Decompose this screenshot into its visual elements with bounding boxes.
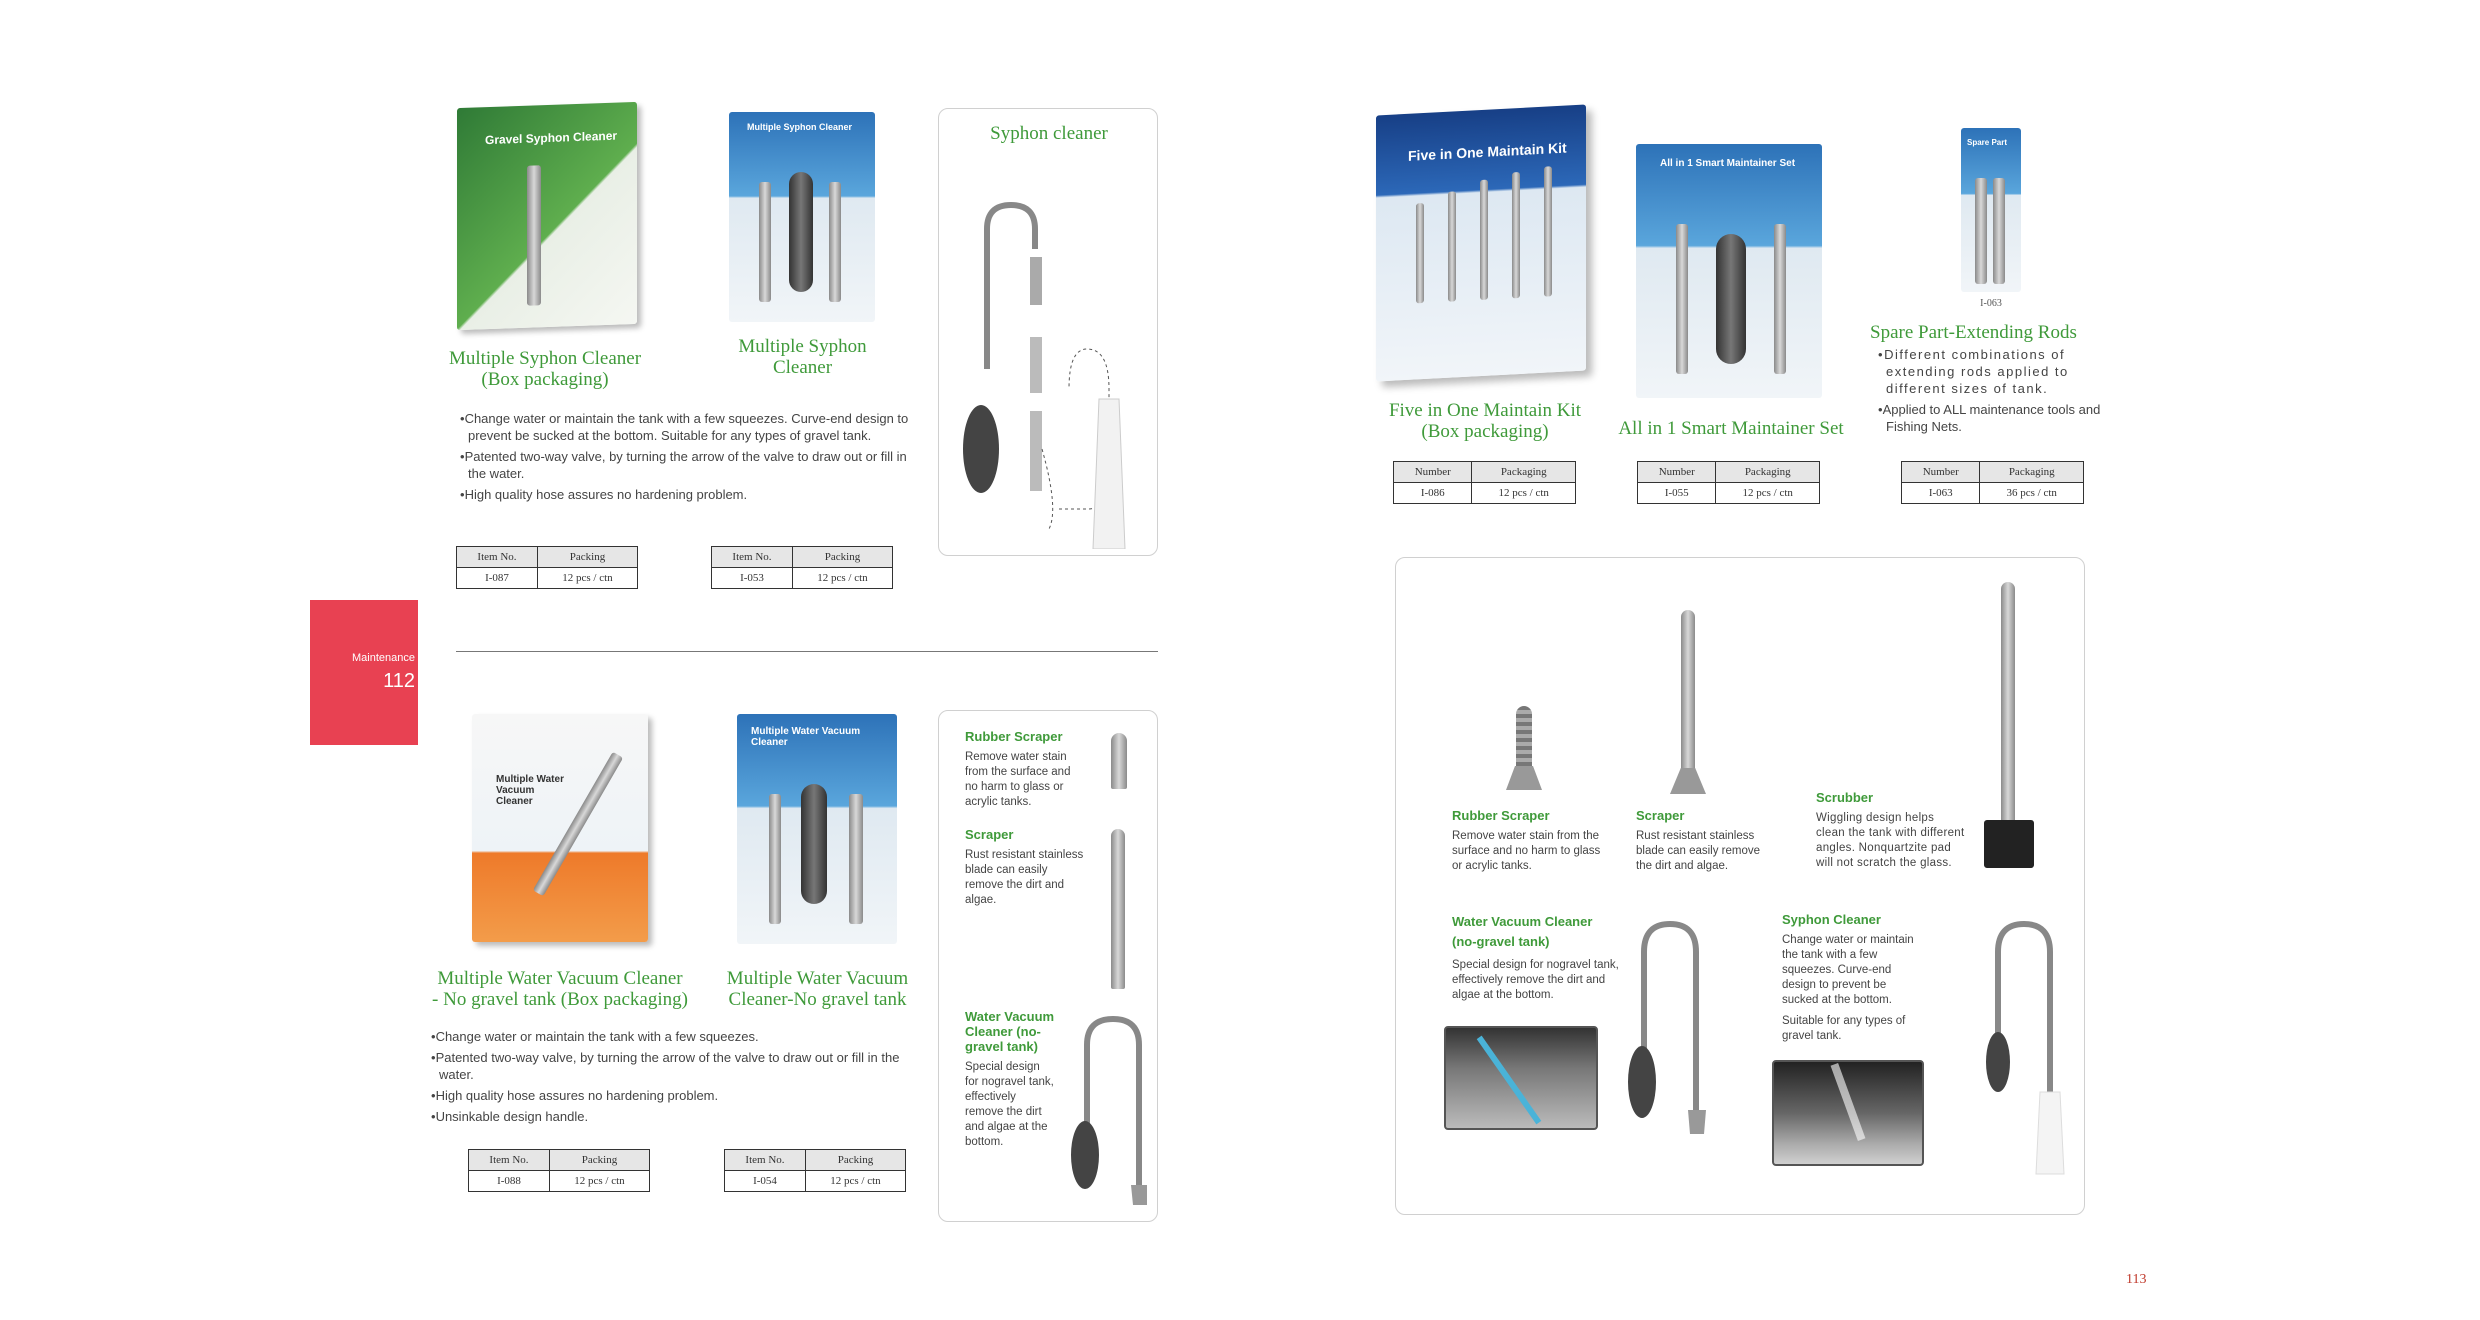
- scrubber-handle: [2001, 582, 2015, 822]
- maintenance-tools-showcase: [1395, 557, 2085, 1215]
- table-header: Packing: [537, 547, 637, 568]
- table-header: Item No.: [469, 1150, 550, 1171]
- feature-item: • Patented two-way valve, by turning the arrow of the valve to draw out or fill in the water.: [429, 1049, 904, 1083]
- syphon-bulb: [963, 405, 999, 493]
- syphon-tube: [1030, 337, 1042, 393]
- water-vacuum-box-image: [472, 714, 648, 942]
- side-tab-page-number: 112: [383, 670, 415, 692]
- set-tube-shape: [1774, 224, 1786, 374]
- spec-table-i055: [1637, 461, 1820, 504]
- table-header: Packaging: [1472, 462, 1576, 483]
- showcase-water-vacuum: [1452, 912, 1622, 1003]
- showcase-scraper: [1636, 808, 1776, 874]
- tool-name: Water Vacuum Cleaner (no-gravel tank): [965, 1009, 1055, 1054]
- feature-item: • Applied to ALL maintenance tools and Fishing Nets.: [1876, 401, 2102, 435]
- table-cell: I-063: [1902, 483, 1980, 504]
- table-cell: I-054: [725, 1171, 806, 1192]
- syphon-tube-shape: [759, 182, 771, 302]
- tool-name: Rubber Scraper: [1452, 808, 1550, 823]
- tool-desc: Change water or maintain the tank with a few squeezes. Curve-end design to prevent be sucked at the bottom.: [1782, 934, 1914, 1006]
- five-in-one-kit-image: [1376, 104, 1586, 381]
- tool-name: Rubber Scraper: [965, 729, 1063, 744]
- water-vacuum-diagram: [1057, 1005, 1147, 1205]
- spec-table-i088: [468, 1149, 650, 1192]
- package-label: Multiple Water Vacuum Cleaner: [496, 774, 564, 807]
- package-label: All in 1 Smart Maintainer Set: [1660, 158, 1796, 169]
- vacuum-bulb: [1628, 1046, 1656, 1118]
- side-tab: [310, 600, 418, 745]
- tool-name: Scraper: [965, 827, 1014, 842]
- table-cell: 12 pcs / ctn: [1472, 483, 1576, 504]
- spec-table-i063: [1901, 461, 2084, 504]
- spec-table-i053: [711, 546, 893, 589]
- vacuum-bulb: [1071, 1121, 1099, 1189]
- card-title: Syphon cleaner: [990, 123, 1108, 144]
- scraper-shape: [1111, 829, 1125, 989]
- tool-name: Scraper: [1636, 808, 1685, 823]
- tool-desc: Remove water stain from the surface and no harm to glass or acrylic tanks.: [1452, 830, 1601, 872]
- table-header: Packing: [792, 547, 892, 568]
- tool-desc: Special design for nogravel tank, effectively remove the dirt and algae at the bottom.: [1452, 959, 1619, 1001]
- syphon-nozzle: [2036, 1092, 2064, 1174]
- tool-name: Scrubber: [1816, 790, 1874, 805]
- table-cell: I-088: [469, 1171, 550, 1192]
- page-number: 113: [2126, 1272, 2147, 1287]
- scraper-visual: [1668, 610, 1708, 796]
- feature-item: • Change water or maintain the tank with a few squeezes. Curve-end design to prevent be sucked at the bottom. Suitable for any types of gravel tank.: [458, 410, 918, 444]
- section-divider: [456, 651, 1158, 652]
- tool-desc: Rust resistant stainless blade can easily remove the dirt and algae.: [1636, 830, 1761, 872]
- showcase-rubber-scraper: [1452, 808, 1602, 874]
- rubber-scraper-shape: [1111, 733, 1127, 789]
- package-label: Gravel Syphon Cleaner: [485, 128, 618, 148]
- tool-name: Syphon Cleaner: [1782, 912, 1881, 927]
- table-header: Packing: [805, 1150, 905, 1171]
- kit-tool-shape: [1480, 180, 1488, 300]
- rod-shape: [1975, 178, 1987, 284]
- tools-card: [938, 710, 1158, 1222]
- tool-desc: Remove water stain from the surface and no harm to glass or acrylic tanks.: [965, 751, 1071, 808]
- product-title-i086: Five in One Maintain Kit (Box packaging): [1388, 400, 1582, 442]
- feature-item: • High quality hose assures no hardening problem.: [458, 486, 918, 503]
- vacuum-demo-hose: [1477, 1036, 1542, 1125]
- table-header: Number: [1638, 462, 1716, 483]
- feature-item: • Unsinkable design handle.: [429, 1108, 904, 1125]
- table-cell: 36 pcs / ctn: [1980, 483, 2084, 504]
- table-cell: 12 pcs / ctn: [792, 568, 892, 589]
- scrubber-pad: [1984, 820, 2034, 868]
- syphon-diagram: [1978, 912, 2068, 1182]
- feature-item: • Different combinations of extending rods applied to different sizes of tank.: [1876, 346, 2102, 397]
- product-title-i063: Spare Part-Extending Rods: [1870, 322, 2077, 343]
- tool-entry-scraper: [965, 827, 1085, 908]
- kit-tool-shape: [1448, 191, 1456, 301]
- rubber-scraper-visual: [1506, 706, 1542, 794]
- table-header: Item No.: [457, 547, 538, 568]
- spec-table-i087: [456, 546, 638, 589]
- tool-desc: Rust resistant stainless blade can easily remove the dirt and algae.: [965, 849, 1084, 906]
- all-in-one-set-image: [1636, 144, 1822, 398]
- table-cell: I-087: [457, 568, 538, 589]
- product-title-i053: Multiple Syphon Cleaner: [738, 336, 867, 378]
- tool-entry-rubber-scraper: [965, 729, 1085, 810]
- syphon-demo-photo: [1772, 1060, 1924, 1166]
- multiple-syphon-blister-image: [729, 112, 875, 322]
- syphon-hose-dotted: [1042, 449, 1053, 529]
- table-cell: 12 pcs / ctn: [1716, 483, 1820, 504]
- side-tab-label: Maintenance: [352, 652, 415, 664]
- table-header: Number: [1902, 462, 1980, 483]
- syphon-nozzle: [1093, 399, 1125, 549]
- vacuum-bulb-shape: [801, 784, 827, 904]
- vacuum-foot: [1131, 1185, 1147, 1205]
- kit-tool-shape: [1512, 172, 1520, 298]
- table-header: Item No.: [712, 547, 793, 568]
- table-cell: 12 pcs / ctn: [805, 1171, 905, 1192]
- water-vacuum-blister-image: [737, 714, 897, 944]
- table-cell: 12 pcs / ctn: [549, 1171, 649, 1192]
- feature-item: • High quality hose assures no hardening problem.: [429, 1087, 904, 1104]
- scrubber-visual: [1984, 582, 2034, 878]
- table-header: Number: [1394, 462, 1472, 483]
- kit-tool-shape: [1544, 166, 1552, 296]
- spec-table-i086: [1393, 461, 1576, 504]
- product-title-i088: Multiple Water Vacuum Cleaner - No gravel tank (Box packaging): [432, 968, 688, 1010]
- syphon-tube-shape: [829, 182, 841, 302]
- vacuum-tube-shape: [849, 794, 863, 924]
- vacuum-foot: [1688, 1110, 1706, 1134]
- gravel-syphon-box-image: [457, 102, 637, 330]
- syphon-tube-shape: [527, 165, 541, 305]
- package-label: Five in One Maintain Kit: [1408, 139, 1567, 164]
- package-label: Multiple Water Vacuum Cleaner: [751, 726, 861, 748]
- tool-desc-extra: Suitable for any types of gravel tank.: [1782, 1015, 1906, 1042]
- table-header: Packing: [549, 1150, 649, 1171]
- kit-tool-shape: [1416, 203, 1424, 303]
- vacuum-tube-shape: [769, 794, 781, 924]
- tool-name: Water Vacuum Cleaner (no-gravel tank): [1452, 914, 1593, 949]
- features-list-bottom: [429, 1028, 904, 1129]
- scraper-blade: [1670, 768, 1706, 794]
- vacuum-demo-photo: [1444, 1026, 1598, 1130]
- tool-desc: Wiggling design helps clean the tank with different angles. Nonquartzite pad will not scratch the glass.: [1816, 812, 1965, 869]
- rod-shape: [1993, 178, 2005, 284]
- tool-desc: Special design for nogravel tank, effectively remove the dirt and algae at the bottom.: [965, 1061, 1054, 1148]
- spare-part-code: I-063: [1980, 298, 2002, 309]
- syphon-bulb: [1986, 1032, 2010, 1092]
- rubber-scraper-handle: [1516, 706, 1532, 768]
- rubber-scraper-blade: [1506, 766, 1542, 790]
- table-cell: I-053: [712, 568, 793, 589]
- syphon-curve: [987, 205, 1035, 369]
- table-header: Packaging: [1716, 462, 1820, 483]
- syphon-bulb-shape: [789, 172, 813, 292]
- set-bulb-shape: [1716, 234, 1746, 364]
- table-cell: I-055: [1638, 483, 1716, 504]
- product-title-i055: All in 1 Smart Maintainer Set: [1618, 418, 1844, 439]
- showcase-scrubber: [1816, 790, 1966, 871]
- showcase-syphon: [1782, 912, 1922, 1044]
- water-vacuum-diagram: [1622, 912, 1712, 1142]
- syphon-cleaner-card: [938, 108, 1158, 556]
- spare-part-features: [1876, 346, 2102, 439]
- syphon-demo-hose: [1831, 1063, 1866, 1141]
- syphon-tube: [1030, 411, 1042, 491]
- table-header: Packaging: [1980, 462, 2084, 483]
- package-label: Spare Part: [1967, 138, 2008, 147]
- scraper-handle: [1681, 610, 1695, 770]
- syphon-diagram: [939, 149, 1159, 549]
- spec-table-i054: [724, 1149, 906, 1192]
- tool-entry-water-vacuum: [965, 1009, 1055, 1150]
- features-list-top: [458, 410, 918, 507]
- table-cell: I-086: [1394, 483, 1472, 504]
- package-label: Multiple Syphon Cleaner: [747, 122, 853, 132]
- syphon-tube: [1030, 257, 1042, 305]
- set-tube-shape: [1676, 224, 1688, 374]
- product-title-i054: Multiple Water Vacuum Cleaner-No gravel tank: [726, 968, 909, 1010]
- table-header: Item No.: [725, 1150, 806, 1171]
- feature-item: • Patented two-way valve, by turning the arrow of the valve to draw out or fill in the water.: [458, 448, 918, 482]
- spare-part-rods-image: [1961, 128, 2021, 292]
- product-title-i087: Multiple Syphon Cleaner (Box packaging): [448, 348, 642, 390]
- feature-item: • Change water or maintain the tank with a few squeezes.: [429, 1028, 904, 1045]
- table-cell: 12 pcs / ctn: [537, 568, 637, 589]
